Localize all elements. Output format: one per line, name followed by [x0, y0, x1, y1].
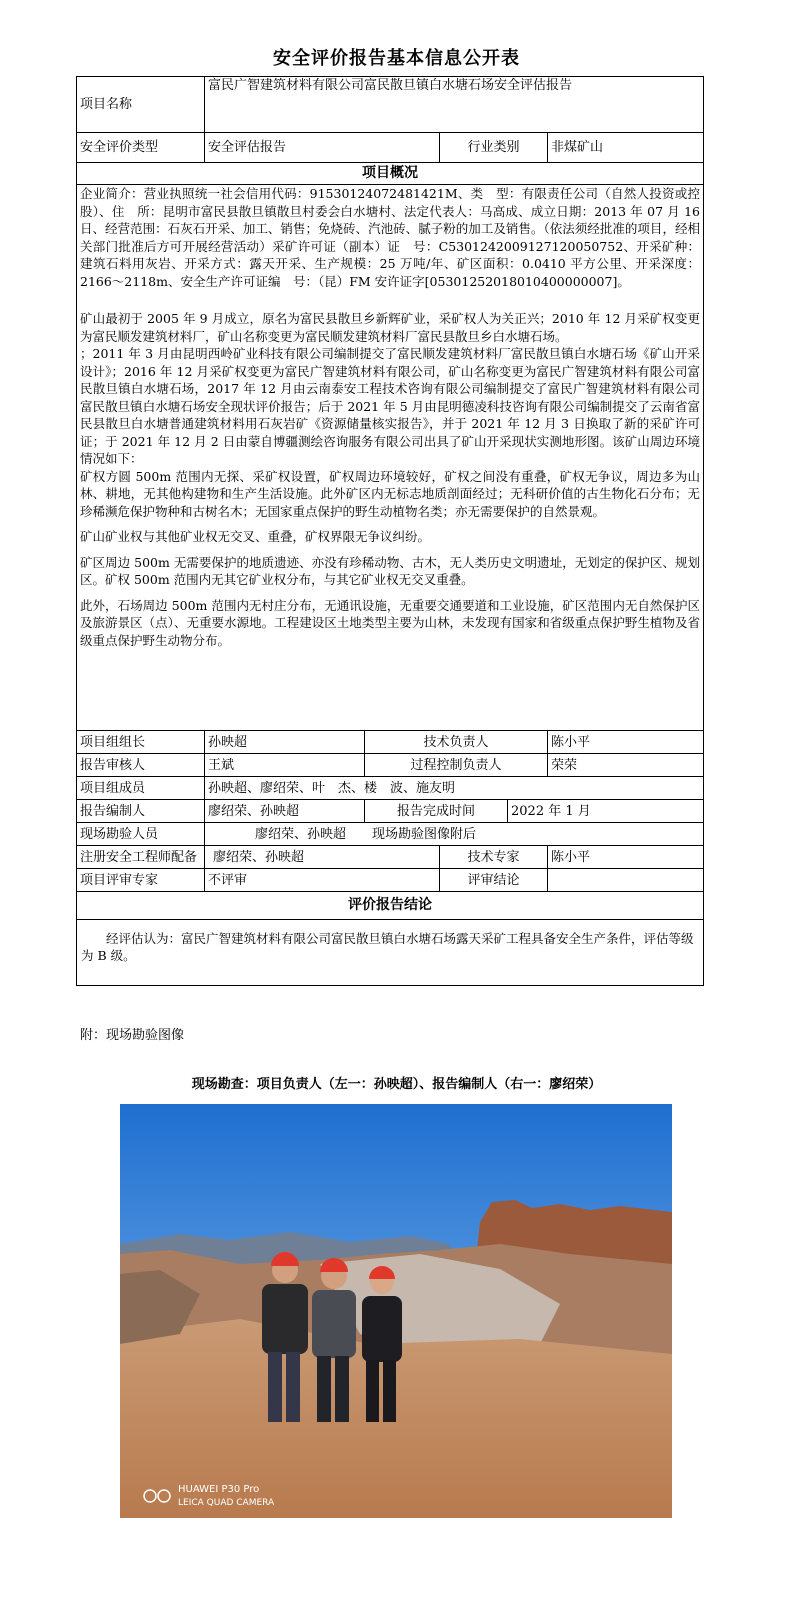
process-label: 过程控制负责人 [365, 754, 548, 777]
review-result-label: 评审结论 [440, 869, 548, 892]
reviewer-value: 王斌 [205, 754, 365, 777]
appendix-label: 附：现场勘验图像 [80, 1028, 185, 1043]
members-label: 项目组成员 [77, 777, 205, 800]
leader-value: 孙映超 [205, 731, 365, 754]
survey-value: 廖绍荣、孙映超 现场勘验图像附后 [205, 823, 704, 846]
engineer-label: 注册安全工程师配备 [77, 846, 205, 869]
conclusion-text: 经评估认为：富民广智建筑材料有限公司富民散旦镇白水塘石场露天采矿工程具备安全生产条件，评估等级为 B 级。 [77, 920, 704, 986]
watermark-model: HUAWEI P30 Pro [178, 1484, 260, 1495]
project-name-value: 富民广智建筑材料有限公司富民散旦镇白水塘石场安全评估报告 [205, 77, 704, 133]
overview-paragraph: 此外，石场周边 500m 范围内无村庄分布，无通讯设施，无重要交通要道和工业设施，矿区范围内无自然保护区及旅游景区（点）、无重要水源地。工程建设区土地类型主要为山林，未发现有国家和省级重点保护野生植物及省级重点保护野生动物分布。 [80, 597, 701, 648]
watermark-camera: LEICA QUAD CAMERA [178, 1498, 275, 1508]
author-label: 报告编制人 [77, 800, 205, 823]
review-result-value [548, 869, 704, 892]
overview-paragraph: 矿权方圆 500m 范围内无探、采矿权设置，矿权周边环境较好，矿权之间没有重叠，矿权无争议，周边多为山林、耕地，无其他构建物和生产生活设施。此外矿区内无标志地质剖面经过；无科研价值的古生物化石分布；无珍稀濒危保护物种和古树名木；无国家重点保护的野生动植物名类；亦无需要保护的自然景观。 [80, 468, 701, 519]
expert-value: 陈小平 [548, 846, 704, 869]
overview-heading: 项目概况 [77, 163, 704, 185]
survey-label: 现场勘验人员 [77, 823, 205, 846]
engineer-value: 廖绍荣、孙映超 [205, 846, 440, 869]
overview-paragraph: ；2011 年 3 月由昆明西岭矿业科技有限公司编制提交了富民顺发建筑材料厂富民散旦镇白水塘石场《矿山开采设计》；2016 年 12 月采矿权变更为富民广智建筑材料有限公司，矿山名称变更为富民广智建筑材料有限公司富民散旦镇白水塘石场，2017 年 12 月由云南泰安工程技术咨询有限公司编制提交了富民广智建筑材料有限公司富民散旦镇白水塘石场安全现状评价报告；后于 2021 年 5 月由昆明德凌科技咨询有限公司编制提交了云南省富民县散旦白水塘普通建筑材料用石灰岩矿《资源储量核实报告》，并于 2021 年 12 月 3 日换取了新的采矿许可证；于 2021 年 12 月 2 日由蒙自博疆测绘咨询服务有限公司出具了矿山开采现状实测地形图。该矿山周边环境情况如下： [80, 346, 701, 466]
overview-paragraph: 矿区周边 500m 无需要保护的地质遗迹、亦没有珍稀动物、古木，无人类历史文明遗址，无划定的保护区、规划区。矿权 500m 范围内无其它矿业权分布，与其它矿业权无交叉重叠。 [80, 554, 701, 587]
review-expert-value: 不评审 [205, 869, 440, 892]
conclusion-heading: 评价报告结论 [77, 892, 704, 920]
expert-label: 技术专家 [440, 846, 548, 869]
site-survey-photo [120, 1104, 672, 1518]
process-value: 荣荣 [548, 754, 704, 777]
finish-value: 2022 年 1 月 [508, 800, 704, 823]
eval-type-label: 安全评价类型 [77, 133, 205, 163]
reviewer-label: 报告审核人 [77, 754, 205, 777]
eval-type-value: 安全评估报告 [205, 133, 440, 163]
industry-value: 非煤矿山 [548, 133, 704, 163]
author-value: 廖绍荣、孙映超 [205, 800, 365, 823]
info-table [76, 76, 704, 986]
overview-paragraph: 矿山最初于 2005 年 9 月成立，原名为富民县散旦乡新辉矿业，采矿权人为关正兴；2010 年 12 月采矿权变更为富民顺发建筑材料厂，矿山名称变更为富民顺发建筑材料厂富民县散旦乡白水塘石场。 [80, 311, 701, 344]
photo-caption: 现场勘查：项目负责人（左一：孙映超）、报告编制人（右一：廖绍荣） [191, 1077, 602, 1092]
finish-label: 报告完成时间 [365, 800, 508, 823]
overview-paragraph: 企业简介：营业执照统一社会信用代码：91530124072481421M、类 型：有限责任公司（自然人投资或控股）、住 所：昆明市富民县散旦镇散旦村委会白水塘村、法定代表人：马高成、成立日期：2013 年 07 月 16日、经营范围：石灰石开采、加工、销售；免烧砖、汽池砖、腻子粉的加工及销售。（依法须经批准的项目，经相关部门批准后方可开展经营活动）采矿许可证（副本）证 号：C5301242009127120050752、开采矿种：建筑石料用灰岩、开采方式：露天开采、生产规模：25 万吨/年、矿区面积：0.0410 平方公里、开采深度：2166～2118m、安全生产许可证编 号：（昆）FM 安许证字[05301252018010400000007]。 [80, 186, 701, 289]
members-value: 孙映超、廖绍荣、叶 杰、楼 波、施友明 [205, 777, 704, 800]
tech-lead-value: 陈小平 [548, 731, 704, 754]
tech-lead-label: 技术负责人 [365, 731, 548, 754]
leader-label: 项目组组长 [77, 731, 205, 754]
project-name-label: 项目名称 [77, 77, 205, 133]
review-expert-label: 项目评审专家 [77, 869, 205, 892]
page-title: 安全评价报告基本信息公开表 [273, 48, 520, 69]
industry-label: 行业类别 [440, 133, 548, 163]
overview-paragraph: 矿山矿业权与其他矿业权无交叉、重叠，矿权界限无争议纠纷。 [80, 529, 431, 544]
overview-text [77, 185, 704, 731]
